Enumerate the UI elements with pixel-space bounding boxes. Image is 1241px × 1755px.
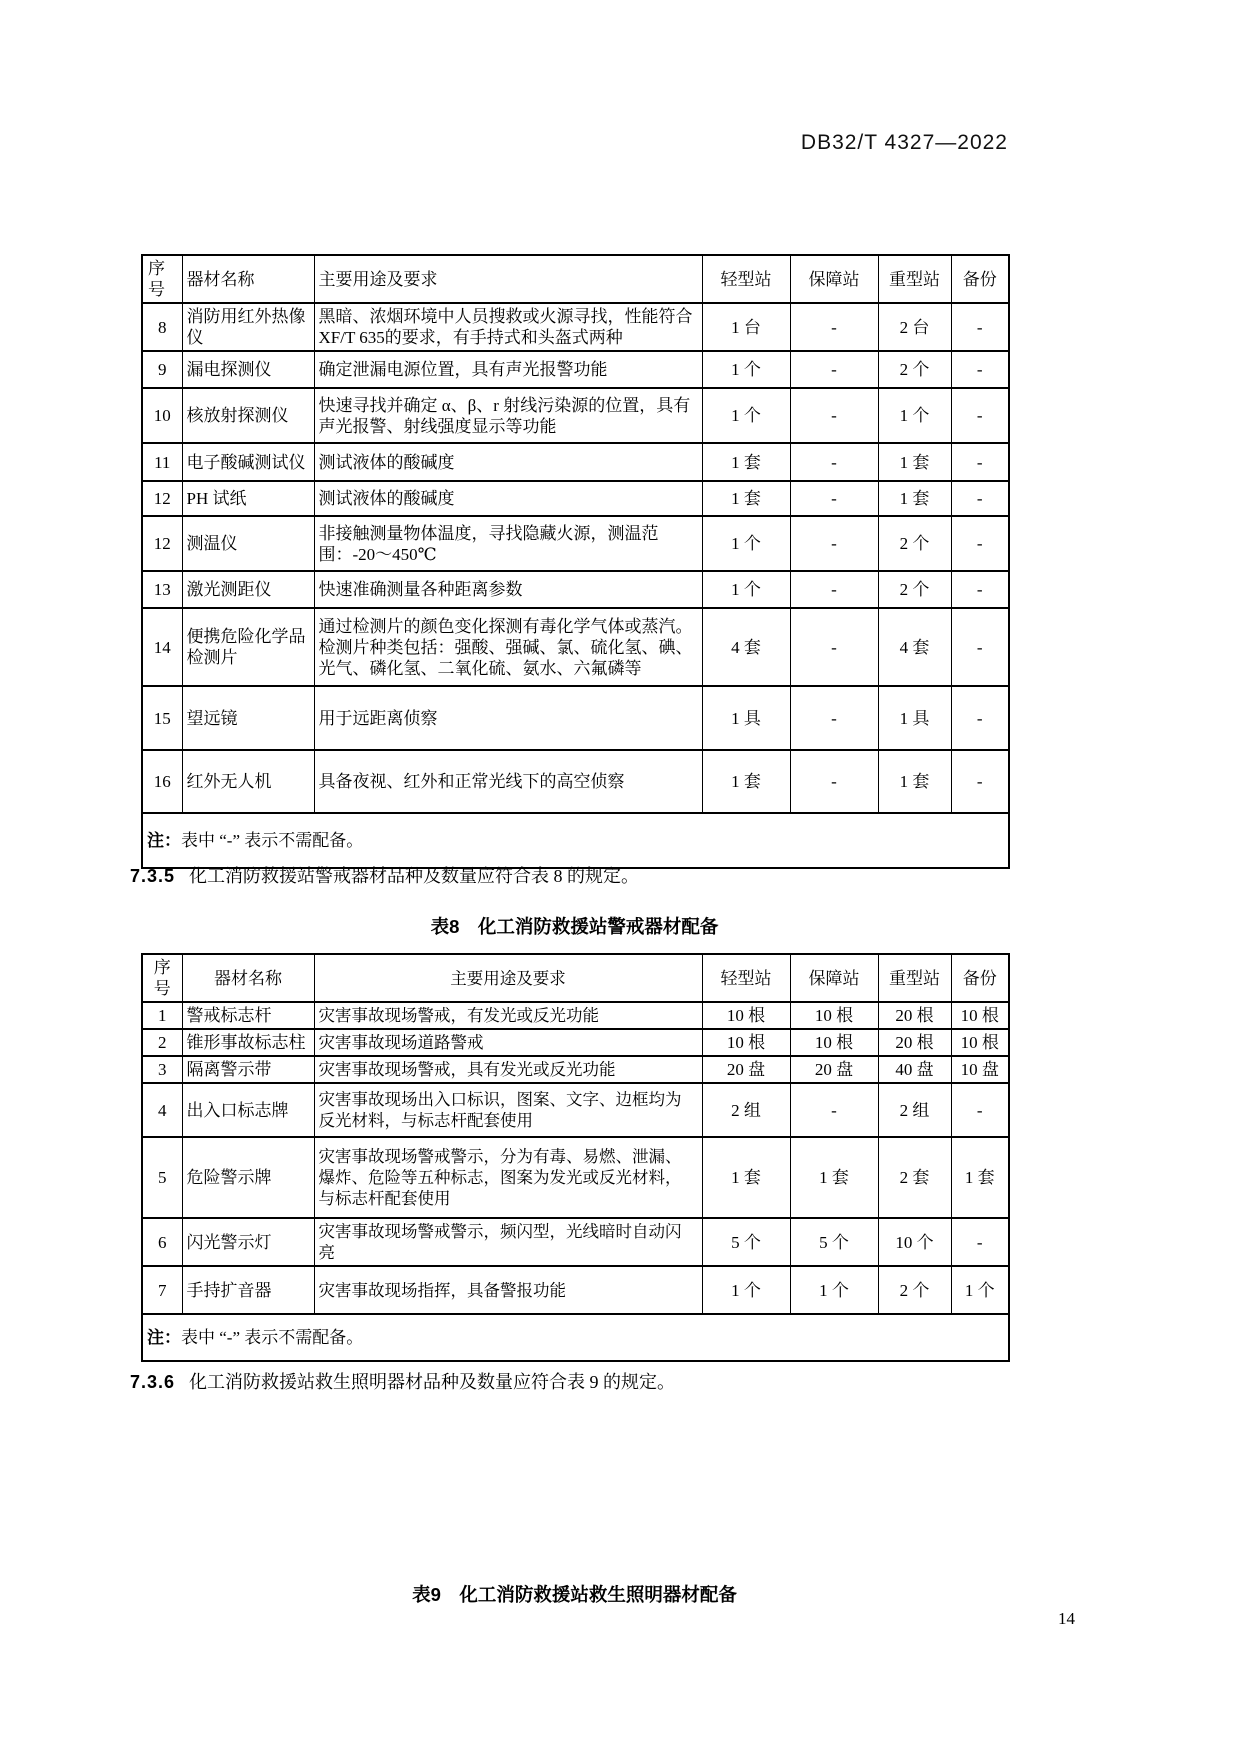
cell-heavy: 1 套 — [878, 481, 951, 516]
cell-heavy: 1 个 — [878, 388, 951, 443]
cell-light: 10 根 — [702, 1029, 790, 1056]
equipment-table-detection — [141, 254, 1010, 869]
cell-desc: 快速寻找并确定 α、β、r 射线污染源的位置，具有声光报警、射线强度显示等功能 — [314, 388, 702, 443]
col-header-backup: 备份 — [951, 954, 1009, 1002]
table-row — [142, 351, 1009, 388]
col-header-light-station: 轻型站 — [702, 954, 790, 1002]
cell-name: 漏电探测仪 — [182, 351, 314, 388]
cell-name: 电子酸碱测试仪 — [182, 443, 314, 481]
cell-support: - — [790, 351, 878, 388]
cell-backup: - — [951, 1083, 1009, 1137]
cell-desc: 快速准确测量各种距离参数 — [314, 571, 702, 608]
cell-heavy: 2 个 — [878, 351, 951, 388]
cell-light: 1 个 — [702, 1266, 790, 1314]
table-row — [142, 303, 1009, 351]
clause-number: 7.3.6 — [130, 1372, 176, 1392]
cell-no: 15 — [142, 686, 182, 750]
cell-backup: 10 根 — [951, 1029, 1009, 1056]
col-header-no: 序号 — [142, 255, 182, 303]
table-row — [142, 516, 1009, 571]
cell-light: 4 套 — [702, 608, 790, 686]
cell-desc: 灾害事故现场警戒警示，分为有毒、易燃、泄漏、爆炸、危险等五种标志，图案为发光或反光材料，与标志杆配套使用 — [314, 1137, 702, 1218]
cell-support: 10 根 — [790, 1029, 878, 1056]
cell-no: 11 — [142, 443, 182, 481]
cell-backup: - — [951, 571, 1009, 608]
clause-text: 化工消防救援站警戒器材品种及数量应符合表 8 的规定。 — [189, 866, 640, 886]
cell-heavy: 1 具 — [878, 686, 951, 750]
cell-desc: 确定泄漏电源位置，具有声光报警功能 — [314, 351, 702, 388]
equipment-table-warning — [141, 953, 1010, 1362]
table-row — [142, 1029, 1009, 1056]
col-header-heavy-station: 重型站 — [878, 255, 951, 303]
cell-no: 5 — [142, 1137, 182, 1218]
cell-name: 警戒标志杆 — [182, 1002, 314, 1029]
cell-desc: 测试液体的酸碱度 — [314, 443, 702, 481]
table-row — [142, 1218, 1009, 1266]
col-header-usage: 主要用途及要求 — [314, 255, 702, 303]
cell-name: 核放射探测仪 — [182, 388, 314, 443]
table-row — [142, 750, 1009, 813]
table-row — [142, 1137, 1009, 1218]
cell-support: - — [790, 608, 878, 686]
cell-no: 7 — [142, 1266, 182, 1314]
cell-backup: - — [951, 608, 1009, 686]
cell-heavy: 2 套 — [878, 1137, 951, 1218]
table-header-row — [142, 954, 1009, 1002]
note-text: 表中 “-” 表示不需配备。 — [181, 831, 364, 850]
cell-heavy: 40 盘 — [878, 1056, 951, 1083]
cell-name: 危险警示牌 — [182, 1137, 314, 1218]
col-header-no: 序号 — [142, 954, 182, 1002]
cell-name: 便携危险化学品检测片 — [182, 608, 314, 686]
table-header-row — [142, 255, 1009, 303]
cell-support: - — [790, 750, 878, 813]
table-row — [142, 481, 1009, 516]
col-header-usage: 主要用途及要求 — [314, 954, 702, 1002]
cell-no: 2 — [142, 1029, 182, 1056]
cell-heavy: 2 组 — [878, 1083, 951, 1137]
cell-light: 1 套 — [702, 750, 790, 813]
table-row — [142, 608, 1009, 686]
cell-support: - — [790, 481, 878, 516]
col-header-support-station: 保障站 — [790, 954, 878, 1002]
col-header-backup: 备份 — [951, 255, 1009, 303]
cell-backup: 10 盘 — [951, 1056, 1009, 1083]
cell-support: 5 个 — [790, 1218, 878, 1266]
cell-no: 6 — [142, 1218, 182, 1266]
table-row — [142, 388, 1009, 443]
note-text: 表中 “-” 表示不需配备。 — [181, 1328, 364, 1347]
cell-desc: 具备夜视、红外和正常光线下的高空侦察 — [314, 750, 702, 813]
cell-heavy: 2 个 — [878, 571, 951, 608]
cell-name: 测温仪 — [182, 516, 314, 571]
cell-backup: - — [951, 303, 1009, 351]
table-note — [142, 1314, 1009, 1361]
cell-light: 5 个 — [702, 1218, 790, 1266]
cell-no: 4 — [142, 1083, 182, 1137]
cell-no: 10 — [142, 388, 182, 443]
cell-backup: - — [951, 388, 1009, 443]
cell-name: 出入口标志牌 — [182, 1083, 314, 1137]
col-header-name: 器材名称 — [182, 255, 314, 303]
cell-desc: 灾害事故现场出入口标识，图案、文字、边框均为反光材料，与标志杆配套使用 — [314, 1083, 702, 1137]
cell-heavy: 4 套 — [878, 608, 951, 686]
cell-desc: 灾害事故现场指挥，具备警报功能 — [314, 1266, 702, 1314]
clause-7-3-6 — [130, 1370, 1010, 1394]
cell-light: 20 盘 — [702, 1056, 790, 1083]
cell-support: 10 根 — [790, 1002, 878, 1029]
table-note-row — [142, 813, 1009, 868]
cell-support: 20 盘 — [790, 1056, 878, 1083]
cell-support: - — [790, 686, 878, 750]
cell-desc: 黑暗、浓烟环境中人员搜救或火源寻找，性能符合XF/T 635的要求，有手持式和头盔式两种 — [314, 303, 702, 351]
cell-backup: - — [951, 750, 1009, 813]
cell-no: 1 — [142, 1002, 182, 1029]
cell-name: 闪光警示灯 — [182, 1218, 314, 1266]
note-label: 注： — [147, 1328, 181, 1347]
cell-backup: - — [951, 481, 1009, 516]
table-row — [142, 686, 1009, 750]
cell-backup: 10 根 — [951, 1002, 1009, 1029]
cell-name: PH 试纸 — [182, 481, 314, 516]
cell-light: 1 套 — [702, 481, 790, 516]
cell-support: - — [790, 1083, 878, 1137]
cell-no: 9 — [142, 351, 182, 388]
cell-desc: 用于远距离侦察 — [314, 686, 702, 750]
cell-heavy: 2 台 — [878, 303, 951, 351]
col-header-support-station: 保障站 — [790, 255, 878, 303]
cell-backup: - — [951, 686, 1009, 750]
table8-caption: 表8 化工消防救援站警戒器材配备 — [430, 916, 719, 937]
table-row — [142, 1083, 1009, 1137]
cell-light: 1 套 — [702, 443, 790, 481]
standard-code-header: DB32/T 4327—2022 — [800, 131, 1008, 154]
cell-support: - — [790, 388, 878, 443]
cell-light: 2 组 — [702, 1083, 790, 1137]
cell-heavy: 1 套 — [878, 443, 951, 481]
table9-caption: 表9 化工消防救援站救生照明器材配备 — [412, 1584, 737, 1605]
cell-no: 3 — [142, 1056, 182, 1083]
cell-heavy: 2 个 — [878, 516, 951, 571]
cell-heavy: 2 个 — [878, 1266, 951, 1314]
table-row — [142, 1056, 1009, 1083]
cell-support: - — [790, 443, 878, 481]
cell-light: 10 根 — [702, 1002, 790, 1029]
cell-backup: - — [951, 1218, 1009, 1266]
note-label: 注： — [147, 831, 181, 850]
cell-backup: 1 个 — [951, 1266, 1009, 1314]
cell-support: - — [790, 571, 878, 608]
cell-desc: 通过检测片的颜色变化探测有毒化学气体或蒸汽。检测片种类包括：强酸、强碱、氯、硫化氢、碘、光气、磷化氢、二氧化硫、氨水、六氟磷等 — [314, 608, 702, 686]
cell-no: 12 — [142, 516, 182, 571]
cell-name: 消防用红外热像仪 — [182, 303, 314, 351]
cell-light: 1 台 — [702, 303, 790, 351]
col-header-heavy-station: 重型站 — [878, 954, 951, 1002]
page-number: 14 — [1058, 1609, 1075, 1628]
cell-support: - — [790, 516, 878, 571]
cell-heavy: 20 根 — [878, 1029, 951, 1056]
table-row — [142, 1002, 1009, 1029]
cell-no: 13 — [142, 571, 182, 608]
cell-light: 1 套 — [702, 1137, 790, 1218]
cell-light: 1 个 — [702, 571, 790, 608]
table-note-row — [142, 1314, 1009, 1361]
cell-light: 1 个 — [702, 351, 790, 388]
cell-name: 激光测距仪 — [182, 571, 314, 608]
cell-heavy: 20 根 — [878, 1002, 951, 1029]
cell-heavy: 10 个 — [878, 1218, 951, 1266]
col-header-light-station: 轻型站 — [702, 255, 790, 303]
cell-no: 8 — [142, 303, 182, 351]
cell-light: 1 具 — [702, 686, 790, 750]
cell-desc: 灾害事故现场警戒，具有发光或反光功能 — [314, 1056, 702, 1083]
cell-backup: - — [951, 443, 1009, 481]
cell-support: 1 套 — [790, 1137, 878, 1218]
cell-light: 1 个 — [702, 516, 790, 571]
table-row — [142, 443, 1009, 481]
cell-backup: - — [951, 516, 1009, 571]
col-header-name: 器材名称 — [182, 954, 314, 1002]
table-note — [142, 813, 1009, 868]
cell-desc: 灾害事故现场道路警戒 — [314, 1029, 702, 1056]
cell-name: 红外无人机 — [182, 750, 314, 813]
cell-name: 隔离警示带 — [182, 1056, 314, 1083]
cell-light: 1 个 — [702, 388, 790, 443]
cell-no: 14 — [142, 608, 182, 686]
clause-7-3-5 — [130, 864, 1010, 888]
cell-desc: 灾害事故现场警戒警示，频闪型，光线暗时自动闪亮 — [314, 1218, 702, 1266]
cell-desc: 灾害事故现场警戒，有发光或反光功能 — [314, 1002, 702, 1029]
table-row — [142, 1266, 1009, 1314]
table-row — [142, 571, 1009, 608]
cell-support: 1 个 — [790, 1266, 878, 1314]
cell-backup: - — [951, 351, 1009, 388]
cell-desc: 测试液体的酸碱度 — [314, 481, 702, 516]
cell-name: 手持扩音器 — [182, 1266, 314, 1314]
cell-no: 12 — [142, 481, 182, 516]
cell-support: - — [790, 303, 878, 351]
cell-desc: 非接触测量物体温度，寻找隐藏火源，测温范围：-20～450℃ — [314, 516, 702, 571]
clause-text: 化工消防救援站救生照明器材品种及数量应符合表 9 的规定。 — [189, 1372, 676, 1392]
cell-no: 16 — [142, 750, 182, 813]
cell-heavy: 1 套 — [878, 750, 951, 813]
cell-name: 望远镜 — [182, 686, 314, 750]
cell-name: 锥形事故标志柱 — [182, 1029, 314, 1056]
clause-number: 7.3.5 — [130, 866, 176, 886]
cell-backup: 1 套 — [951, 1137, 1009, 1218]
